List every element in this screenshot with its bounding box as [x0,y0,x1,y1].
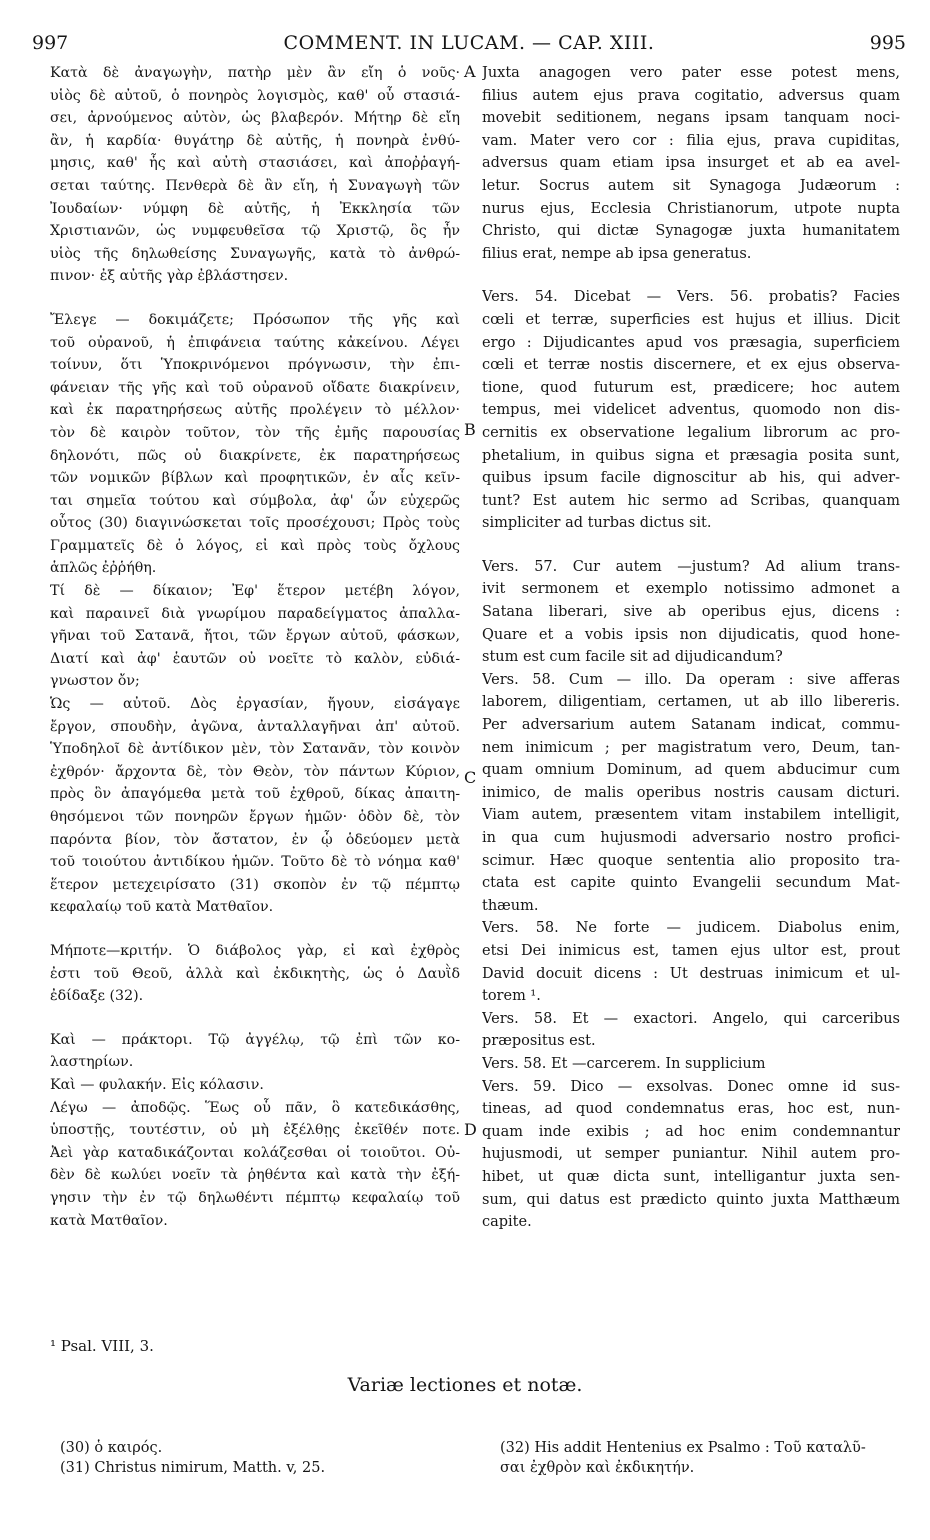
text-line: Ὑποδηλοῖ δὲ ἀντίδικον μὲν, τὸν Σατανᾶν, τὸν κοινὸν [50,741,460,758]
text-line: nurus ejus, Ecclesia Christianorum, utpote nupta [482,200,900,217]
text-line: θησόμενοι τῶν πονηρῶν ἔργων ἡμῶν· ὁδὸν δὲ, τὸν [50,809,460,825]
text-line: λαστηρίων. [50,1054,134,1071]
text-line: Ἔλεγε — δοκιμάζετε; Πρόσωπον τῆς γῆς καὶ [50,311,460,328]
margin-letter-d: D [464,1120,477,1139]
text-line: cernitis ex observatione legalium librorum ac pro- [482,424,900,441]
text-line: Vers. 58. Ne forte — judicem. Diabolus enim, [482,920,900,937]
text-line: cœli et terræ nostis discernere, et ex ejus observa- [482,357,900,374]
text-line: cœli et terræ, superficies est hujus et illius. Dicit [482,311,900,328]
text-line: κεφαλαίῳ τοῦ κατὰ Ματθαῖον. [50,899,274,916]
text-line: Κατὰ δὲ ἀναγωγὴν, πατὴρ μὲν ἂν εἴη ὁ νοῦς· [50,65,460,81]
text-line: Vers. 58. Et —carcerem. In supplicium [482,1055,766,1072]
text-line: φάνειαν τῆς γῆς καὶ τοῦ οὐρανοῦ οἴδατε διακρίνειν, [50,379,460,396]
text-line: Λέγω — ἀποδῷς. Ἕως οὗ πᾶν, ὃ κατεδικάσθης, [50,1099,460,1116]
text-line: scimur. Hæc quoque sententia alio proposito tra- [482,852,900,869]
text-line: Vers. 58. Et — exactori. Angelo, qui carceribus [482,1010,900,1027]
text-line: τὸν δὲ καιρὸν τοῦτον, τὸν τῆς ἐμῆς παρουσίας [50,424,460,441]
text-line: σεται ταύτης. Πενθερὰ δὲ ἂν εἴη, ἡ Συναγωγὴ τῶν [50,177,460,194]
text-line: Quare et a vobis ipsis non dijudicatis, quod hone- [482,626,900,643]
text-line: ὑποστῇς, τουτέστιν, οὐ μὴ ἐξέλθῃς ἐκεῖθέν ποτε. [50,1122,460,1139]
page-number-left: 997 [32,32,69,54]
text-line: adversus quam etiam ipsa insurget et ab ea avel- [482,155,900,172]
text-line: tineas, ad quod condemnatus eras, hoc est, nun- [482,1101,900,1118]
text-line: hibet, ut quæ dicta sunt, intelligantur juxta sen- [482,1168,900,1185]
text-line: ergo : Dijudicantes apud vos præsagia, superficiem [482,334,900,351]
text-line: Juxta anagogen vero pater esse potest mens, [482,65,900,81]
text-line: laborem, diligentiam, certamen, ut ab illo libereris. [482,694,900,711]
text-line: ἁπλῶς ἐῤῥήθη. [50,560,157,577]
text-line: stum est cum facile sit ad dijudicandum? [482,649,783,666]
text-line: etsi Dei inimicus est, tamen ejus ultor est, prout [482,942,900,959]
text-line: Vers. 58. Cum — illo. Da operam : sive afferas [482,671,900,688]
note-line: σαι ἐχθρὸν καὶ ἐκδικητήν. [500,1460,695,1476]
text-line: phetalium, in quibus signa et præsagia posita sunt, [482,447,900,464]
text-line: hujusmodi, ut semper puniantur. Nihil autem pro- [482,1146,900,1163]
text-line: καὶ ἐκ παρατηρήσεως αὐτῆς προλέγειν τὸ μέλλον· [50,402,460,419]
text-line: δηλονότι, πῶς οὐ διακρίνετε, ἐκ παρατηρήσεως [50,447,460,464]
text-line: τοίνυν, ὅτι Ὑποκρινόμενοι πρόγνωσιν, τὴν ἐπι- [50,357,460,374]
note-line: (32) His addit Hentenius ex Psalmo : Τοῦ καταλῦ- [500,1440,866,1456]
text-line: γησιν τὴν ἐν τῷ δηλωθέντι πέμπτῳ κεφαλαίῳ τοῦ [50,1189,460,1206]
text-line: πινον· ἐξ αὐτῆς γὰρ ἐβλάστησεν. [50,268,289,285]
text-line: Καὶ — πράκτορι. Τῷ ἀγγέλῳ, τῷ ἐπὶ τῶν κο- [50,1031,460,1048]
text-line: τοῦ τοιούτου ἀντιδίκου ἡμῶν. Τοῦτο δὲ τὸ νόημα καθ' [50,854,460,871]
text-line: καὶ παραινεῖ διὰ γνωρίμου παραδείγματος ἀπαλλα- [50,605,460,622]
text-line: Vers. 54. Dicebat — Vers. 56. probatis? Facies [482,289,900,306]
text-line: in qua cum hujusmodi adversario nostro profici- [482,830,900,846]
greek-column [50,62,460,1232]
text-line: Vers. 59. Dico — exsolvas. Donec omne id sus- [482,1078,900,1095]
text-line: παρόντα βίον, τὸν ἄστατον, ἐν ᾧ ὁδεύομεν μετὰ [50,831,460,848]
text-line: Τί δὲ — δίκαιον; Ἐφ' ἕτερον μετέβη λόγον, [50,583,460,600]
text-line: quam omnium Dominum, ad quem abducimur cum [482,762,900,779]
note-line: (30) ὁ καιρός. [60,1440,163,1456]
text-line: Καὶ — φυλακήν. Εἰς κόλασιν. [50,1076,264,1093]
text-line: filius erat, nempe ab ipsa generatus. [482,245,752,262]
text-line: quam inde exibis ; ad hoc enim condemnantur [482,1123,900,1140]
text-line: τῶν νομικῶν βίβλων καὶ προφητικῶν, ἐν αἷς κεῖν- [50,470,460,487]
text-line: πρὸς ὃν ἀπαγόμεθα μετὰ τοῦ ἐχθροῦ, δίκας ἀπαιτη- [50,786,460,803]
paragraph-gap [482,265,900,286]
paragraph-gap [50,1008,460,1029]
paragraph-gap [50,288,460,309]
text-line: quibus ipsum facile dignoscitur ab his, qui adver- [482,470,900,487]
running-title: COMMENT. IN LUCAM. — CAP. XIII. [283,32,655,54]
notes-title: Variæ lectiones et notæ. [347,1374,583,1396]
text-line: Ἰουδαίων· νύμφη δὲ αὐτῆς, ἡ Ἐκκλησία τῶν [50,200,460,217]
text-line: ivit sermonem et exemplo notissimo admonet a [482,581,900,598]
text-line: Χριστιανῶν, ὡς νυμφευθεῖσα τῷ Χριστῷ, ὃς ἦν [50,223,460,240]
text-line: Μήποτε—κριτήν. Ὁ διάβολος γὰρ, εἰ καὶ ἐχθρὸς [50,942,460,959]
text-line: Ὡς — αὐτοῦ. Δὸς ἐργασίαν, ἤγουν, εἰσάγαγε [50,696,460,713]
text-line: ἐστι τοῦ Θεοῦ, ἀλλὰ καὶ ἐκδικητὴς, ὡς ὁ Δαυῒδ [50,965,460,982]
note-line: (31) Christus nimirum, Matth. v, 25. [60,1460,326,1476]
latin-column [482,62,900,1234]
text-line: υἱὸς δὲ αὐτοῦ, ὁ πονηρὸς λογισμὸς, καθ' οὗ στασιά- [50,87,460,104]
text-line: τοῦ οὐρανοῦ, ἡ ἐπιφάνεια ταύτης κἀκείνου. Λέγει [50,334,460,351]
text-line: ἔργον, σπουδὴν, ἀγῶνα, ἀνταλλαγῆναι ἀπ' αὐτοῦ. [50,718,460,735]
text-line: ἂν, ἡ καρδία· θυγάτηρ δὲ αὐτῆς, ἡ πονηρὰ ἐνθύ- [50,132,460,149]
text-line: thæum. [482,897,539,914]
text-line: vam. Mater vero cor : filia ejus, prava cupiditas, [482,132,900,149]
text-line: tempus, mei videlicet adventus, quomodo non dis- [482,402,900,419]
text-line: δὲν δὲ κωλύει νοεῖν τὰ ῥηθέντα καὶ κατὰ τὴν ἐξή- [50,1167,460,1184]
text-line: filius autem ejus prava cogitatio, adversus quam [482,87,900,104]
text-line: præpositus est. [482,1033,596,1050]
bible-footnote: ¹ Psal. VIII, 3. [50,1337,154,1355]
text-line: Vers. 57. Cur autem —justum? Ad alium trans- [482,558,900,575]
text-line: ἐδίδαξε (32). [50,988,144,1005]
text-line: David docuit dicens : Ut destruas inimicum et ul- [482,965,900,982]
text-line: nem inimicum ; per magistratum vero, Deum, tan- [482,739,900,756]
text-line: Διατί καὶ ἀφ' ἑαυτῶν οὐ νοεῖτε τὸ καλὸν, εὐδιά- [50,650,460,667]
text-line: inimico, de malis operibus nostris causam dicturi. [482,784,900,801]
text-line: ται σημεῖα τούτου καὶ σύμβολα, ἀφ' ὧν εὐχερῶς [50,492,460,509]
paragraph-gap [50,919,460,940]
text-line: torem ¹. [482,988,541,1005]
notes-left [60,1438,460,1478]
text-line: οὗτος (30) διαγινώσκεται τοῖς προσέχουσι; Πρὸς τοὺς [50,515,460,532]
margin-letter-c: C [464,768,477,787]
margin-letter-b: B [464,420,476,439]
margin-letter-a: A [464,62,476,81]
page-header [32,32,906,62]
notes-right [500,1438,910,1478]
text-line: Christo, qui dictæ Synagogæ juxta humanitatem [482,223,900,240]
text-line: υἱὸς τῆς δηλωθείσης Συναγωγῆς, κατὰ τὸ ἀνθρώ- [50,245,460,262]
text-line: μησις, καθ' ἧς καὶ αὐτὴ στασιάσει, καὶ ἀποῤῥαγή- [50,155,460,172]
text-line: tunt? Est autem hic sermo ad Scribas, quanquam [482,492,900,509]
text-line: κατὰ Ματθαῖον. [50,1212,168,1229]
text-line: simpliciter ad turbas dictus sit. [482,515,712,532]
text-line: ἕτερον μετεχειρίσατο (31) σκοπὸν ἐν τῷ πέμπτῳ [50,876,460,893]
text-line: Γραμματεῖς δὲ ὁ λόγος, εἰ καὶ πρὸς τοὺς ὄχλους [50,537,460,554]
text-line: Satana liberari, sive ab operibus ejus, dicens : [482,604,900,621]
text-line: Viam autem, præsentem vitam instabilem intelligit, [482,807,900,824]
text-line: Per adversarium autem Satanam indicat, commu- [482,717,900,734]
text-line: tione, quod futurum est, prædicere; hoc autem [482,379,900,396]
text-line: letur. Socrus autem sit Synagoga Judæorum : [482,177,900,194]
paragraph-gap [482,535,900,556]
text-line: ἐχθρόν· ἄρχοντα δὲ, τὸν Θεὸν, τὸν πάντων Κύριον, [50,763,460,780]
text-line: σει, ἀρνούμενος αὐτὸν, ὡς βλαβερόν. Μήτηρ δὲ εἴη [50,110,460,127]
text-line: movebit seditionem, negans ipsam tanquam noci- [482,110,900,127]
text-line: γνωστον ὄν; [50,673,140,690]
text-line: γῆναι τοῦ Σατανᾶ, ἤτοι, τῶν ἔργων αὐτοῦ, φάσκων, [50,628,460,645]
text-line: sum, qui datus est prædicto quinto juxta Matthæum [482,1191,900,1208]
page-number-right: 995 [869,32,906,54]
text-line: capite. [482,1214,532,1231]
text-line: ctata est capite quinto Evangelii secundum Mat- [482,875,900,892]
text-line: Ἀεὶ γὰρ καταδικάζονται κολάζεσθαι οἱ τοιοῦτοι. Οὐ- [50,1144,460,1161]
